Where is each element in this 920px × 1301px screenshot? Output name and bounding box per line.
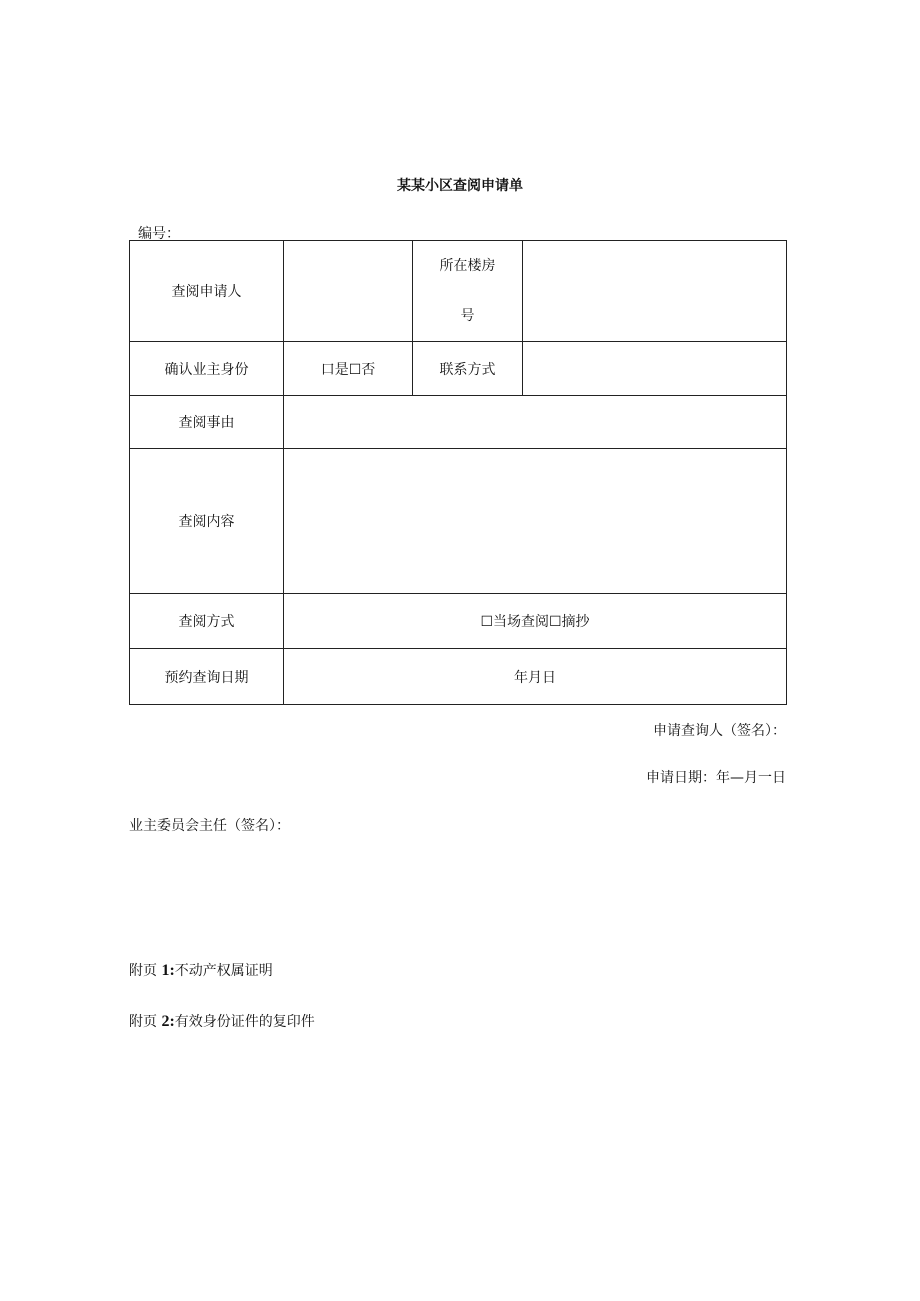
building-field[interactable] xyxy=(523,241,787,342)
reason-label: 查阅事由 xyxy=(130,396,284,449)
attachment-2-text: 有效身份证件的复印件 xyxy=(174,1014,315,1030)
applicant-field[interactable] xyxy=(284,241,413,342)
building-label-line1: 所在楼房 xyxy=(439,258,496,274)
content-label: 查阅内容 xyxy=(130,449,284,594)
table-row xyxy=(130,241,787,342)
table-row xyxy=(130,449,787,594)
table-row xyxy=(130,342,787,396)
owner-confirm-options[interactable]: 口是☐否 xyxy=(284,342,413,396)
attachment-2-number: 2: xyxy=(161,1013,175,1030)
applicant-signature-line: 申请查询人（签名）： xyxy=(653,723,786,739)
building-label xyxy=(413,241,523,342)
attachment-1-prefix: 附页 xyxy=(129,963,157,979)
table-row xyxy=(130,396,787,449)
method-label: 查阅方式 xyxy=(130,594,284,649)
content-field[interactable] xyxy=(284,449,787,594)
apply-date-line: 申请日期：年—月一日 xyxy=(646,770,786,786)
table-row xyxy=(130,649,787,705)
contact-label: 联系方式 xyxy=(413,342,523,396)
method-options[interactable]: ☐当场查阅☐摘抄 xyxy=(284,594,787,649)
building-label-line2: 号 xyxy=(460,308,475,324)
document-title: 某某小区查阅申请单 xyxy=(397,178,523,194)
committee-signature-line: 业主委员会主任（签名）： xyxy=(129,818,290,834)
contact-field[interactable] xyxy=(523,342,787,396)
table-row xyxy=(130,594,787,649)
appointment-label: 预约查询日期 xyxy=(130,649,284,705)
attachment-1 xyxy=(129,960,273,980)
applicant-label: 查阅申请人 xyxy=(130,241,284,342)
appointment-date-field[interactable]: 年月日 xyxy=(284,649,787,705)
attachment-2 xyxy=(129,1011,315,1031)
attachment-2-prefix: 附页 xyxy=(129,1014,157,1030)
reason-field[interactable] xyxy=(284,396,787,449)
attachment-1-text: 不动产权属证明 xyxy=(174,963,273,979)
attachment-1-number: 1: xyxy=(161,962,175,979)
owner-confirm-label: 确认业主身份 xyxy=(130,342,284,396)
serial-number-label: 编号： xyxy=(138,226,180,242)
application-form-table xyxy=(129,240,787,705)
